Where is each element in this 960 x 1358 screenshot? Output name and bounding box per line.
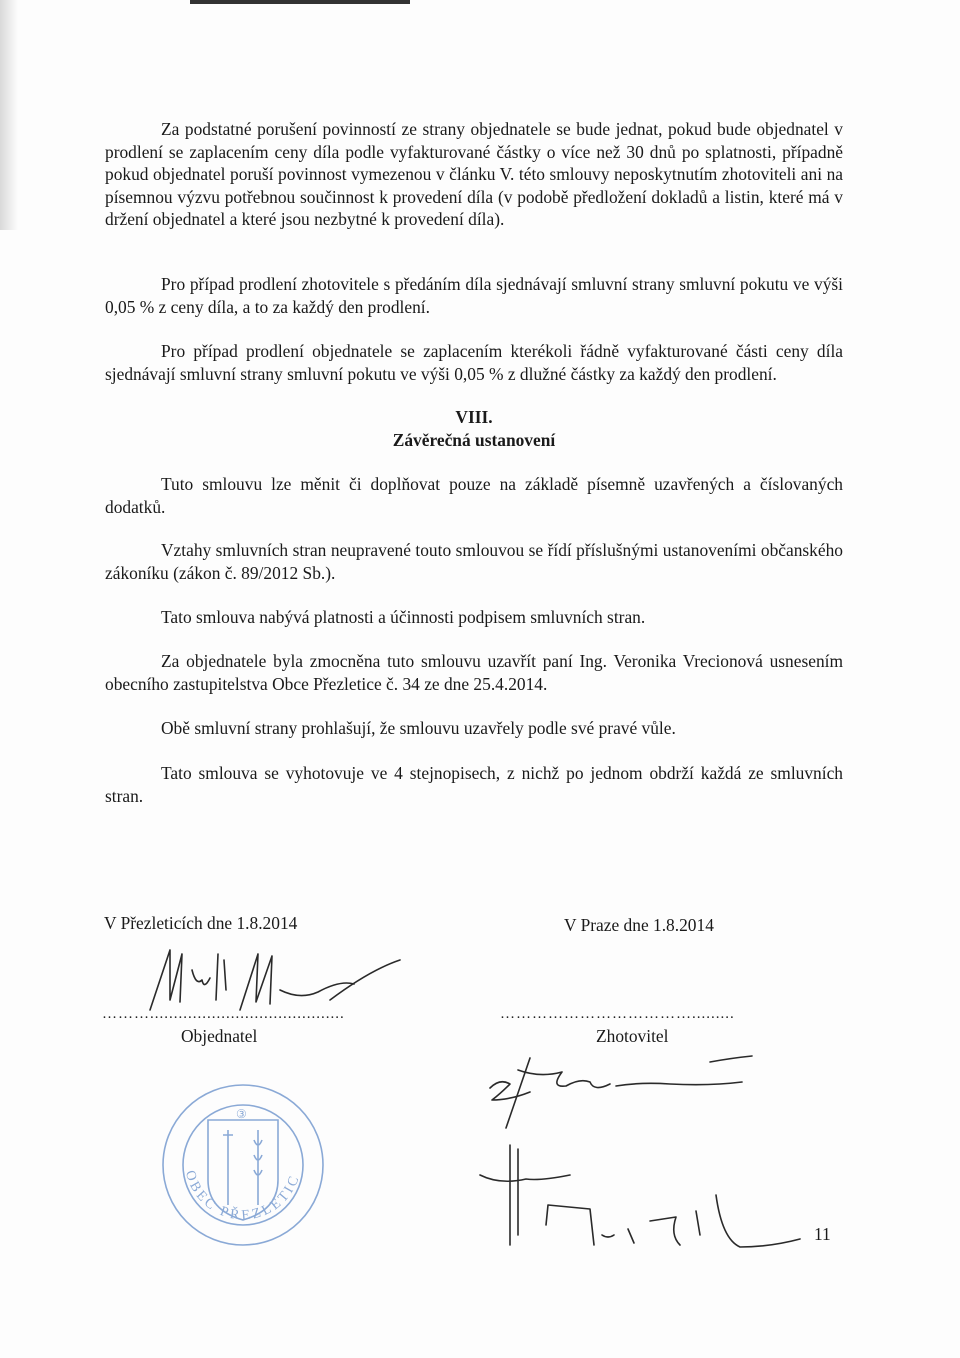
- scan-edge-top: [190, 0, 410, 4]
- role-contractor: Zhotovitel: [596, 1026, 669, 1046]
- paragraph-material-breach: Za podstatné porušení povinností ze strany objednatele se bude jednat, pokud bude objednatel v prodlení se zaplacením ceny díla podle vyfakturované částky o více než 30 dnů po splatnosti, případně pokud objednatel poruší povinnost vymezenou v článku V. této smlouvy neposkytnutím zhotoviteli ani na písemnou výzvu potřebnou součinnost k provedení díla (v podobě předložení dokladů a listin, které má v držení objednatel a které jsou nezbytné k provedení díla).: [105, 119, 843, 230]
- municipal-stamp-icon: [152, 1069, 328, 1250]
- role-client: Objednatel: [181, 1026, 258, 1046]
- signature-line-right: ……………………………….........: [500, 1006, 735, 1022]
- paragraph-copies: Tato smlouva se vyhotovuje ve 4 stejnopisech, z nichž po jednom obdrží každá ze smluvních stran.: [105, 763, 843, 806]
- paragraph-free-will: Obě smluvní strany prohlašují, že smlouvu uzavřely podle své pravé vůle.: [161, 718, 676, 738]
- paragraph-validity: Tato smlouva nabývá platnosti a účinnosti podpisem smluvních stran.: [161, 607, 646, 627]
- signature-line-left: ……….........................................: [102, 1006, 345, 1022]
- contractor-signature-icon: [470, 1048, 770, 1138]
- paragraph-contractor-penalty: Pro případ prodlení zhotovitele s předáním díla sjednávají smluvní strany smluvní pokutu ve výši 0,05 % z ceny díla, a to za každý den prodlení.: [105, 274, 843, 317]
- contractor-second-signature-icon: [470, 1135, 820, 1255]
- paragraph-authorization: Za objednatele byla zmocněna tuto smlouvu uzavřít paní Ing. Veronika Vrecionová usnesením obecního zastupitelstva Obce Přezletice č. 34 ze dne 25.4.2014.: [105, 651, 843, 694]
- stamp-text: OBEC PŘEZLETICE: [152, 1069, 304, 1224]
- scan-edge-left: [0, 0, 18, 230]
- paragraph-client-penalty: Pro případ prodlení objednatele se zaplacením kterékoli řádně vyfakturované části ceny díla sjednávají smluvní strany smluvní pokutu ve výši 0,05 % z dlužné částky za každý den prodlení.: [105, 341, 843, 384]
- signature-place-date-left: V Přezleticích dne 1.8.2014: [104, 913, 298, 933]
- client-signature-icon: [140, 940, 420, 1020]
- signature-place-date-right: V Praze dne 1.8.2014: [564, 915, 714, 935]
- paragraph-amendments: Tuto smlouvu lze měnit či doplňovat pouze na základě písemně uzavřených a číslovaných dodatků.: [105, 474, 843, 517]
- stamp-number: ③: [236, 1107, 247, 1121]
- section-number: VIII.: [455, 407, 493, 427]
- paragraph-civil-code: Vztahy smluvních stran neupravené touto smlouvou se řídí příslušnými ustanoveními občanského zákoníku (zákon č. 89/2012 Sb.).: [105, 540, 843, 583]
- section-title: Závěrečná ustanovení: [392, 430, 556, 450]
- page-number: 11: [814, 1224, 831, 1244]
